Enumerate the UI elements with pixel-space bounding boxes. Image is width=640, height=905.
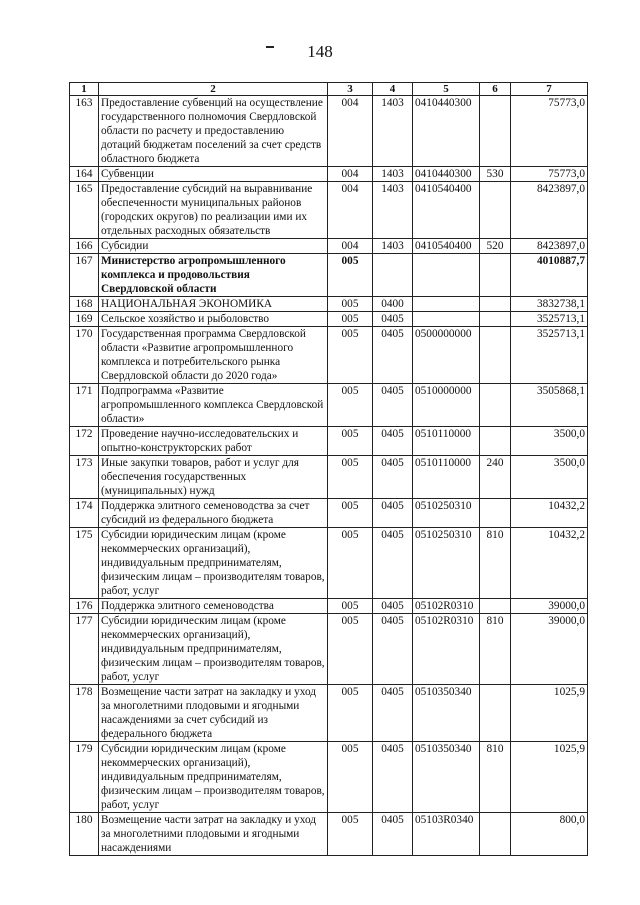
row-section-code: 0405 bbox=[373, 456, 413, 499]
header-col-1: 1 bbox=[70, 83, 99, 96]
row-number: 164 bbox=[70, 167, 99, 182]
row-expense-type bbox=[480, 427, 511, 456]
row-target-code: 0410540400 bbox=[413, 182, 480, 239]
row-number: 169 bbox=[70, 312, 99, 327]
row-amount: 39000,0 bbox=[511, 599, 588, 614]
row-section-code: 0405 bbox=[373, 384, 413, 427]
row-expense-type bbox=[480, 599, 511, 614]
row-target-code: 0510350340 bbox=[413, 685, 480, 742]
row-amount: 3505868,1 bbox=[511, 384, 588, 427]
row-amount: 4010887,7 bbox=[511, 254, 588, 297]
row-name: Субвенции bbox=[99, 167, 328, 182]
row-name: Субсидии юридическим лицам (кроме некоммерческих организаций), индивидуальным предпринимателям, физическим лицам – производителям товаров, работ, услуг bbox=[99, 614, 328, 685]
row-number: 175 bbox=[70, 528, 99, 599]
row-name: Предоставление субвенций на осуществление государственного полномочия Свердловской области по расчету и предоставлению дотаций бюджетам поселений за счет средств областного бюджета bbox=[99, 96, 328, 167]
row-number: 165 bbox=[70, 182, 99, 239]
row-expense-type: 810 bbox=[480, 742, 511, 813]
row-section-code: 0405 bbox=[373, 599, 413, 614]
row-target-code: 0510350340 bbox=[413, 742, 480, 813]
row-number: 177 bbox=[70, 614, 99, 685]
row-expense-type: 810 bbox=[480, 528, 511, 599]
row-target-code: 05102R0310 bbox=[413, 614, 480, 685]
row-admin-code: 005 bbox=[328, 813, 373, 856]
table-row bbox=[70, 384, 588, 427]
row-target-code bbox=[413, 254, 480, 297]
row-expense-type: 240 bbox=[480, 456, 511, 499]
row-expense-type bbox=[480, 312, 511, 327]
row-expense-type bbox=[480, 685, 511, 742]
row-section-code: 0405 bbox=[373, 528, 413, 599]
row-admin-code: 005 bbox=[328, 254, 373, 297]
row-expense-type bbox=[480, 254, 511, 297]
table-row bbox=[70, 685, 588, 742]
row-name: Подпрограмма «Развитие агропромышленного комплекса Свердловской области» bbox=[99, 384, 328, 427]
row-number: 171 bbox=[70, 384, 99, 427]
table-row bbox=[70, 456, 588, 499]
row-amount: 3500,0 bbox=[511, 456, 588, 499]
row-target-code: 0510250310 bbox=[413, 528, 480, 599]
row-name: Сельское хозяйство и рыболовство bbox=[99, 312, 328, 327]
row-admin-code: 005 bbox=[328, 384, 373, 427]
header-col-3: 3 bbox=[328, 83, 373, 96]
row-number: 163 bbox=[70, 96, 99, 167]
row-number: 178 bbox=[70, 685, 99, 742]
row-target-code bbox=[413, 312, 480, 327]
row-target-code: 0510110000 bbox=[413, 427, 480, 456]
header-col-5: 5 bbox=[413, 83, 480, 96]
row-section-code: 0405 bbox=[373, 742, 413, 813]
row-section-code: 1403 bbox=[373, 167, 413, 182]
row-amount: 3525713,1 bbox=[511, 327, 588, 384]
row-name: Государственная программа Свердловской области «Развитие агропромышленного комплекса и потребительского рынка Свердловской области до 2020 года» bbox=[99, 327, 328, 384]
table-row bbox=[70, 297, 588, 312]
header-col-6: 6 bbox=[480, 83, 511, 96]
row-admin-code: 005 bbox=[328, 427, 373, 456]
row-number: 179 bbox=[70, 742, 99, 813]
row-number: 168 bbox=[70, 297, 99, 312]
row-target-code: 0510110000 bbox=[413, 456, 480, 499]
row-section-code: 0405 bbox=[373, 499, 413, 528]
row-amount: 3832738,1 bbox=[511, 297, 588, 312]
table-row bbox=[70, 614, 588, 685]
table-row bbox=[70, 528, 588, 599]
row-admin-code: 004 bbox=[328, 96, 373, 167]
row-section-code: 0405 bbox=[373, 685, 413, 742]
table-row bbox=[70, 813, 588, 856]
table-row bbox=[70, 167, 588, 182]
table-row bbox=[70, 327, 588, 384]
row-admin-code: 005 bbox=[328, 614, 373, 685]
row-amount: 10432,2 bbox=[511, 499, 588, 528]
row-number: 172 bbox=[70, 427, 99, 456]
header-col-7: 7 bbox=[511, 83, 588, 96]
row-admin-code: 005 bbox=[328, 528, 373, 599]
row-target-code bbox=[413, 297, 480, 312]
row-number: 174 bbox=[70, 499, 99, 528]
row-name: Поддержка элитного семеноводства bbox=[99, 599, 328, 614]
page-number: 148 bbox=[307, 42, 333, 61]
row-amount: 10432,2 bbox=[511, 528, 588, 599]
header-row bbox=[70, 83, 588, 96]
row-admin-code: 005 bbox=[328, 499, 373, 528]
table-row bbox=[70, 182, 588, 239]
row-name: Проведение научно-исследовательских и опытно-конструкторских работ bbox=[99, 427, 328, 456]
row-name: Поддержка элитного семеноводства за счет субсидий из федерального бюджета bbox=[99, 499, 328, 528]
row-target-code: 05103R0340 bbox=[413, 813, 480, 856]
row-amount: 3500,0 bbox=[511, 427, 588, 456]
row-target-code: 0510250310 bbox=[413, 499, 480, 528]
row-admin-code: 005 bbox=[328, 312, 373, 327]
row-admin-code: 005 bbox=[328, 456, 373, 499]
table-row bbox=[70, 742, 588, 813]
row-amount: 1025,9 bbox=[511, 685, 588, 742]
row-name: Возмещение части затрат на закладку и уход за многолетними плодовыми и ягодными насаждениями bbox=[99, 813, 328, 856]
row-admin-code: 005 bbox=[328, 327, 373, 384]
header-col-2: 2 bbox=[99, 83, 328, 96]
row-section-code: 1403 bbox=[373, 182, 413, 239]
row-amount: 8423897,0 bbox=[511, 239, 588, 254]
row-number: 176 bbox=[70, 599, 99, 614]
table-row bbox=[70, 96, 588, 167]
row-section-code: 0405 bbox=[373, 614, 413, 685]
row-admin-code: 005 bbox=[328, 685, 373, 742]
row-amount: 75773,0 bbox=[511, 96, 588, 167]
row-section-code: 0405 bbox=[373, 327, 413, 384]
header-col-4: 4 bbox=[373, 83, 413, 96]
row-expense-type bbox=[480, 297, 511, 312]
row-amount: 39000,0 bbox=[511, 614, 588, 685]
row-name: НАЦИОНАЛЬНАЯ ЭКОНОМИКА bbox=[99, 297, 328, 312]
row-admin-code: 004 bbox=[328, 167, 373, 182]
table-row bbox=[70, 427, 588, 456]
table-row bbox=[70, 312, 588, 327]
row-admin-code: 005 bbox=[328, 599, 373, 614]
row-target-code: 0500000000 bbox=[413, 327, 480, 384]
row-section-code: 1403 bbox=[373, 96, 413, 167]
row-section-code: 1403 bbox=[373, 239, 413, 254]
row-name: Субсидии юридическим лицам (кроме некоммерческих организаций), индивидуальным предпринимателям, физическим лицам – производителям товаров, работ, услуг bbox=[99, 742, 328, 813]
row-number: 166 bbox=[70, 239, 99, 254]
row-section-code bbox=[373, 254, 413, 297]
row-number: 180 bbox=[70, 813, 99, 856]
row-expense-type bbox=[480, 96, 511, 167]
budget-table bbox=[69, 82, 588, 856]
table-row bbox=[70, 599, 588, 614]
row-target-code: 0410540400 bbox=[413, 239, 480, 254]
row-amount: 1025,9 bbox=[511, 742, 588, 813]
row-admin-code: 004 bbox=[328, 239, 373, 254]
row-name: Предоставление субсидий на выравнивание обеспеченности муниципальных районов (городских округов) по реализации ими их отдельных расходных обязательств bbox=[99, 182, 328, 239]
row-name: Возмещение части затрат на закладку и уход за многолетними плодовыми и ягодными насаждениями за счет субсидий из федерального бюджета bbox=[99, 685, 328, 742]
row-target-code: 0410440300 bbox=[413, 96, 480, 167]
row-expense-type: 810 bbox=[480, 614, 511, 685]
row-section-code: 0405 bbox=[373, 312, 413, 327]
row-target-code: 0410440300 bbox=[413, 167, 480, 182]
table-row bbox=[70, 239, 588, 254]
row-admin-code: 004 bbox=[328, 182, 373, 239]
row-name: Министерство агропромышленного комплекса и продовольствия Свердловской области bbox=[99, 254, 328, 297]
row-target-code: 0510000000 bbox=[413, 384, 480, 427]
row-name: Субсидии юридическим лицам (кроме некоммерческих организаций), индивидуальным предпринимателям, физическим лицам – производителям товаров, работ, услуг bbox=[99, 528, 328, 599]
row-expense-type: 530 bbox=[480, 167, 511, 182]
row-amount: 75773,0 bbox=[511, 167, 588, 182]
row-expense-type bbox=[480, 813, 511, 856]
row-amount: 3525713,1 bbox=[511, 312, 588, 327]
row-section-code: 0405 bbox=[373, 813, 413, 856]
row-admin-code: 005 bbox=[328, 742, 373, 813]
row-admin-code: 005 bbox=[328, 297, 373, 312]
row-number: 167 bbox=[70, 254, 99, 297]
row-expense-type bbox=[480, 384, 511, 427]
row-target-code: 05102R0310 bbox=[413, 599, 480, 614]
row-number: 173 bbox=[70, 456, 99, 499]
row-name: Субсидии bbox=[99, 239, 328, 254]
row-section-code: 0400 bbox=[373, 297, 413, 312]
table-row bbox=[70, 254, 588, 297]
row-amount: 8423897,0 bbox=[511, 182, 588, 239]
row-expense-type bbox=[480, 327, 511, 384]
row-number: 170 bbox=[70, 327, 99, 384]
row-amount: 800,0 bbox=[511, 813, 588, 856]
row-expense-type bbox=[480, 182, 511, 239]
row-section-code: 0405 bbox=[373, 427, 413, 456]
table-row bbox=[70, 499, 588, 528]
row-expense-type: 520 bbox=[480, 239, 511, 254]
row-expense-type bbox=[480, 499, 511, 528]
row-name: Иные закупки товаров, работ и услуг для обеспечения государственных (муниципальных) нужд bbox=[99, 456, 328, 499]
